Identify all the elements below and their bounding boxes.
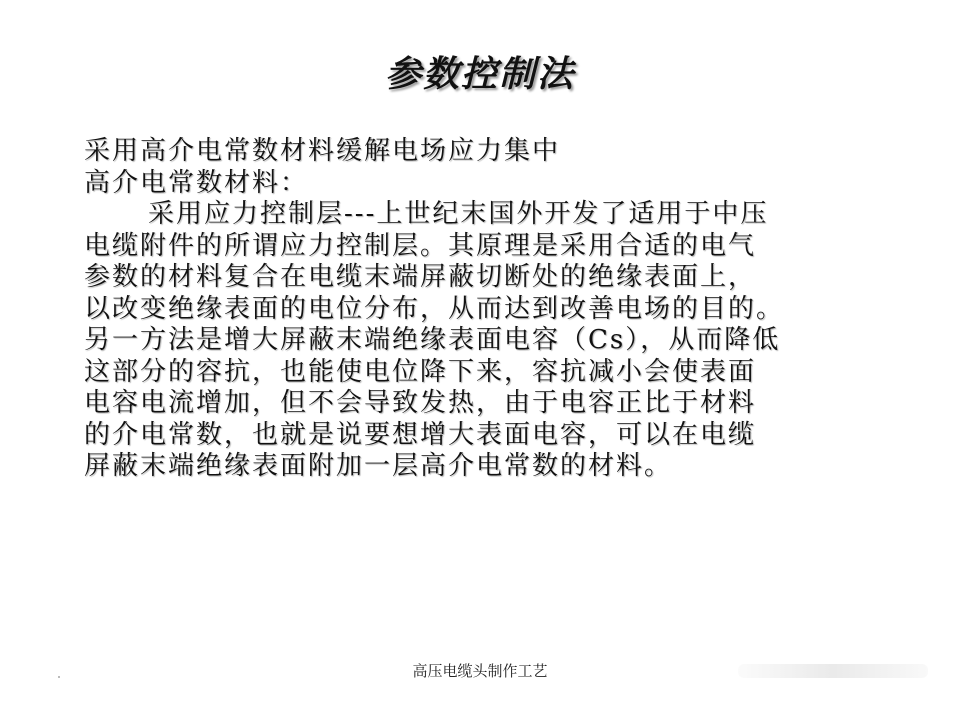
body-line: 电缆附件的所谓应力控制层。其原理是采用合适的电气 <box>84 230 757 261</box>
body-line: 以改变绝缘表面的电位分布，从而达到改善电场的目的。 <box>84 293 785 324</box>
body-line: 屏蔽末端绝缘表面附加一层高介电常数的材料。 <box>84 451 673 481</box>
slide-title: 参数控制法 <box>384 53 575 95</box>
body-line: 采用应力控制层---上世纪末国外开发了适用于中压 <box>148 199 769 229</box>
body-line: 这部分的容抗，也能使电位降下来，容抗减小会使表面 <box>84 356 757 387</box>
body-line: 另一方法是增大屏蔽末端绝缘表面电容（Cs），从而降低 <box>84 325 781 355</box>
body-line: 的介电常数，也就是说要想增大表面电容，可以在电缆 <box>84 419 757 450</box>
body-line: 采用高介电常数材料缓解电场应力集中 <box>84 136 561 166</box>
body-line: 参数的材料复合在电缆末端屏蔽切断处的绝缘表面上， <box>84 262 757 292</box>
body-line: 高介电常数材料： <box>84 167 309 198</box>
body-line: 电容电流增加，但不会导致发热，由于电容正比于材料 <box>84 388 757 418</box>
slide-body <box>84 136 884 483</box>
slide-footer: 高压电缆头制作工艺 <box>412 662 548 680</box>
footer-decoration-right <box>738 664 928 678</box>
